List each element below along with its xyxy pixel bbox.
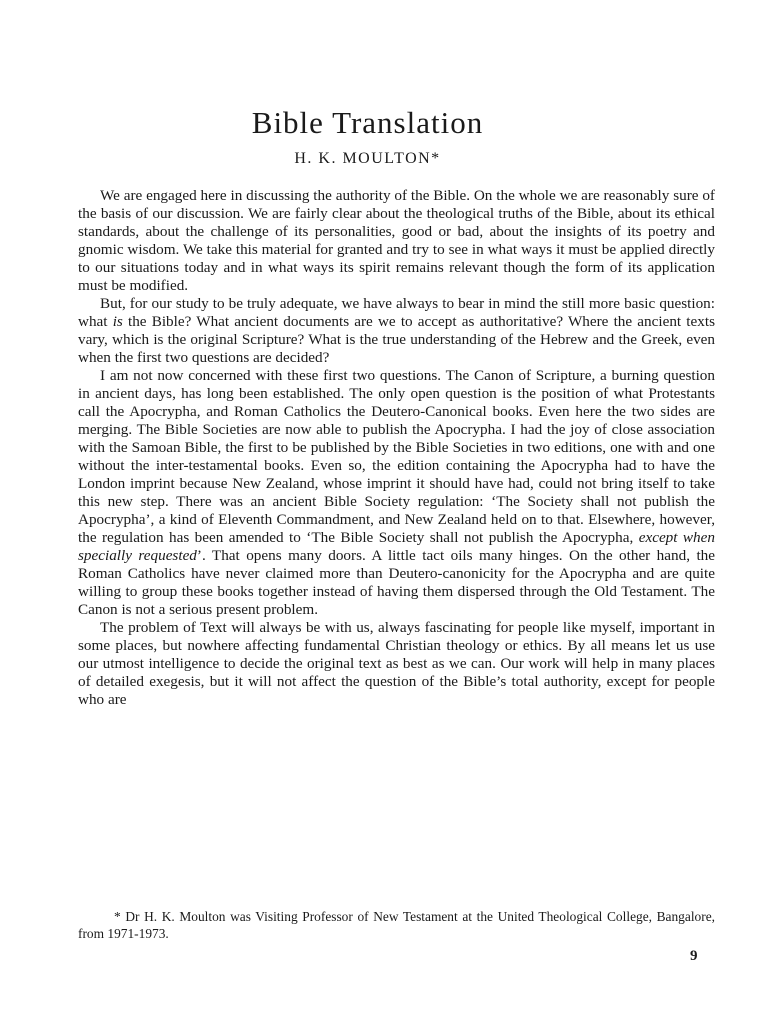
paragraph-2-emphasis: is [112, 313, 123, 330]
paragraph-4: The problem of Text will always be with us, always fascinating for people like myself, important in some places, but nowhere affecting fundamental Christian theology or ethics. By all means let us use our utmost intelligence to decide the original text as best as we can. Our work will help in many places of detailed exegesis, but it will not affect the question of the Bible’s total authority, except for people who are [78, 619, 715, 708]
article-author: H. K. MOULTON* [294, 150, 441, 167]
paragraph-3-text-a: I am not now concerned with these first two questions. The Canon of Scripture, a burning question in ancient days, has long been established. The only open question is the position of what Protestants call the Apocrypha, and Roman Catholics the Deutero-Canonical books. Even here the two sides are merging. The Bible Societies are now able to publish the Apocrypha. I had the joy of close association with the Samoan Bible, the first to be published by the Bible Societies in two editions, one with and one without the inter-testamental books. Even so, the edition containing the Apocrypha had to have the London imprint because New Zealand, whose imprint it should have had, could not bring itself to take this new step. There was an ancient Bible Society regulation: ‘The Society shall not publish the Apocrypha’, a kind of Eleventh Commandment, and New Zealand held on to that. Elsewhere, however, the regulation has been amended to ‘The Bible Society shall not publish the Apocrypha, [78, 367, 715, 546]
paragraph-2 [78, 295, 715, 367]
paragraph-3 [78, 367, 715, 619]
article-body [78, 187, 715, 709]
paragraph-3-emphasis: except when specially requested [78, 529, 715, 564]
paragraph-2-text-a: But, for our study to be truly adequate, we have always to bear in mind the still more basic question: what [78, 295, 715, 330]
article-title: Bible Translation [251, 105, 484, 140]
paragraph-2-text-b: the Bible? What ancient documents are we to accept as authoritative? Where the ancient texts vary, which is the original Scripture? What is the true understanding of the Hebrew and the Greek, even when the first two questions are decided? [78, 313, 715, 366]
author-footnote: * Dr H. K. Moulton was Visiting Professor of New Testament at the United Theological College, Bangalore, from 1971-1973. [78, 909, 715, 941]
paragraph-1: We are engaged here in discussing the authority of the Bible. On the whole we are reasonably sure of the basis of our discussion. We are fairly clear about the theological truths of the Bible, about its ethical standards, about the challenge of its personalities, good or bad, about the insights of its poetry and gnomic wisdom. We take this material for granted and try to see in what ways it must be applied directly to our situations today and in what ways its spirit remains relevant though the form of its application must be modified. [78, 187, 715, 294]
paragraph-3-text-b: ’. That opens many doors. A little tact oils many hinges. On the other hand, the Roman Catholics have never claimed more than Deutero-canonicity for the Apocrypha and are quite willing to group these books together instead of having them dispersed through the Old Testament. The Canon is not a serious present problem. [78, 547, 715, 618]
page-number: 9 [690, 948, 698, 964]
